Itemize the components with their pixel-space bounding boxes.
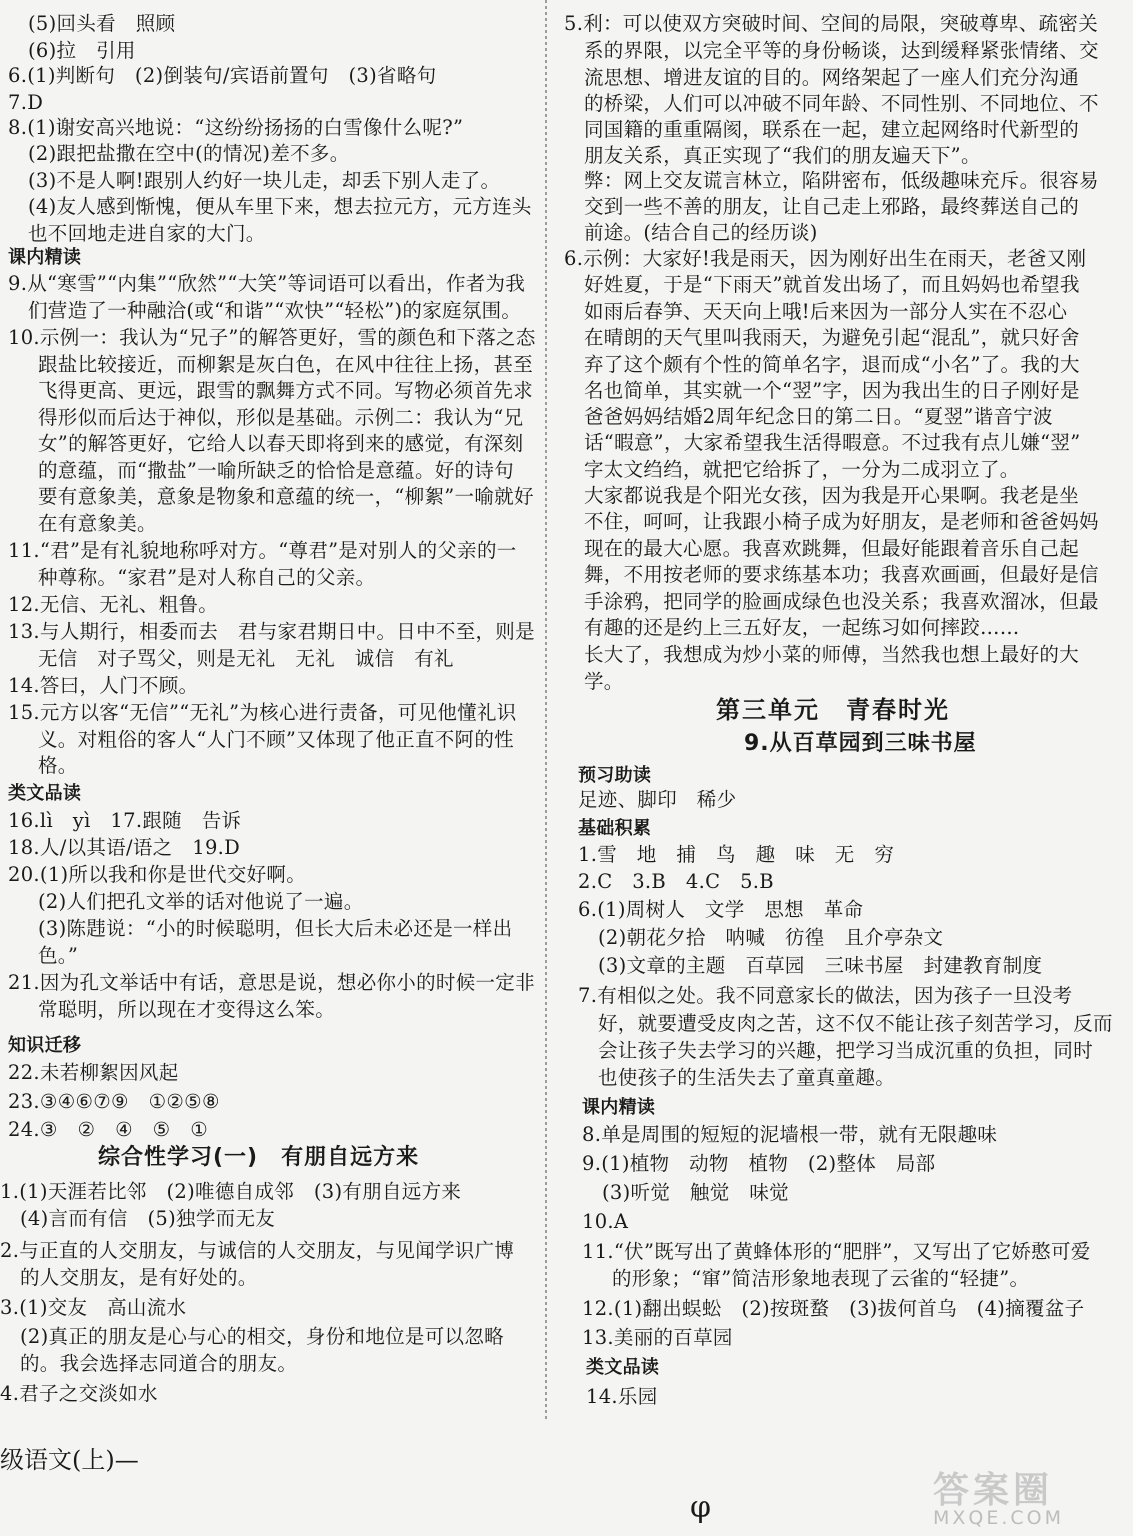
text-line: 同国籍的重重隔阂，联系在一起，建立起网络时代新型的	[584, 118, 1080, 141]
text-line: 8.(1)谢安高兴地说：“这纷纷扬扬的白雪像什么呢?”	[8, 116, 464, 139]
text-line: 8.单是周围的短短的泥墙根一带，就有无限趣味	[582, 1123, 998, 1146]
text-line: 的人交朋友，是有好处的。	[20, 1266, 258, 1289]
text-line: 的。我会选择志同道合的朋友。	[20, 1352, 298, 1375]
text-line: 2.C 3.B 4.C 5.B	[578, 870, 774, 893]
text-line: 字太文绉绉，就把它给拆了，一分为二成羽立了。	[584, 458, 1020, 481]
section-title: 综合性学习(一) 有朋自远方来	[98, 1145, 420, 1170]
text-line: 11.“君”是有礼貌地称呼对方。“尊君”是对别人的父亲的一	[8, 539, 517, 562]
text-line: 6.(1)判断句 (2)倒装句/宾语前置句 (3)省略句	[8, 64, 437, 87]
text-line: 名也简单，其实就一个“翌”字，因为我出生的日子刚好是	[584, 379, 1080, 402]
text-line: 12.无信、无礼、粗鲁。	[8, 593, 219, 616]
text-line: 24.③ ② ④ ⑤ ①	[8, 1118, 209, 1141]
text-line: (6)拉 引用	[28, 39, 136, 62]
text-line: 如雨后春笋、天天向上哦!后来因为一部分人实在不忍心	[584, 300, 1068, 323]
text-line: 学。	[584, 670, 624, 693]
text-line: 朋友关系，真正实现了“我们的朋友遍天下”。	[584, 144, 981, 167]
section-header: 知识迁移	[8, 1035, 82, 1056]
watermark-url: MXQE.COM	[933, 1507, 1065, 1529]
page-mark: φ	[690, 1490, 712, 1525]
text-line: 10.示例一：我认为“兄子”的解答更好，雪的颜色和下落之态	[8, 326, 536, 349]
text-line: 好，就要遭受皮肉之苦，这不仅不能让孩子刻苦学习，反而	[598, 1012, 1113, 1035]
text-line: 大家都说我是个阳光女孩，因为我是开心果啊。我老是坐	[584, 484, 1080, 507]
text-line: 13.与人期行，相委而去 君与家君期日中。日中不至，则是	[8, 620, 535, 643]
text-line: (3)陈韪说：“小的时候聪明，但长大后未必还是一样出	[38, 917, 513, 940]
text-line: 9.从“寒雪”“内集”“欣然”“大笑”等词语可以看出，作者为我	[8, 272, 526, 295]
section-header: 类文品读	[8, 783, 82, 804]
section-header: 类文品读	[586, 1357, 660, 1378]
text-line: 会让孩子失去学习的兴趣，把学习当成沉重的负担，同时	[598, 1039, 1094, 1062]
text-line: 7.有相似之处。我不同意家长的做法，因为孩子一旦没考	[578, 984, 1073, 1007]
text-line: (3)听觉 触觉 味觉	[602, 1181, 789, 1204]
text-line: 要有意象美，意象是物象和意蕴的统一，“柳絮”一喻就好	[38, 485, 534, 508]
text-line: 格。	[38, 754, 78, 777]
section-header: 基础积累	[578, 818, 652, 839]
text-line: 现在的最大心愿。我喜欢跳舞，但最好能跟着音乐自己起	[584, 537, 1080, 560]
watermark-logo	[933, 1462, 1123, 1532]
text-line: 跟盐比较接近，而柳絮是灰白色，在风中往往上扬，甚至	[38, 353, 534, 376]
text-line: 6.(1)周树人 文学 思想 革命	[578, 898, 864, 921]
text-line: 好姓夏，于是“下雨天”就首发出场了，而且妈妈也希望我	[584, 273, 1080, 296]
text-line: 的桥梁，人们可以冲破不同年龄、不同性别、不同地位、不	[584, 92, 1099, 115]
text-line: 15.元方以客“无信”“无礼”为核心进行责备，可见他懂礼识	[8, 701, 517, 724]
text-line: 的意蕴，而“撒盐”一喻所缺乏的恰恰是意蕴。好的诗句	[38, 459, 514, 482]
watermark-title: 答案圈	[933, 1470, 1054, 1511]
text-line: 话“暇意”，大家希望我生活得暇意。不过我有点儿嫌“翌”	[584, 431, 1081, 454]
text-line: 无信 对子骂父，则是无礼 无礼 诚信 有礼	[38, 647, 454, 670]
text-line: 系的界限，以完全平等的身份畅谈，达到缓释紧张情绪、交	[584, 39, 1099, 62]
text-line: 3.(1)交友 高山流水	[0, 1296, 187, 1319]
text-line: 16.lì yì 17.跟随 告诉	[8, 809, 242, 832]
text-line: (2)人们把孔文举的话对他说了一遍。	[38, 890, 364, 913]
text-line: (4)言而有信 (5)独学而无友	[20, 1207, 276, 1230]
text-line: 14.答曰，人门不顾。	[8, 674, 199, 697]
text-line: 得形似而后达于神似，形似是基础。示例二：我认为“兄	[38, 406, 524, 429]
text-line: 种尊称。“家君”是对人称自己的父亲。	[38, 566, 376, 589]
text-line: 弊：网上交友谎言林立，陷阱密布，低级趣味充斥。很容易	[584, 169, 1099, 192]
text-line: 的形象；“窜”简洁形象地表现了云雀的“轻捷”。	[612, 1267, 1030, 1290]
text-line: 2.与正直的人交朋友，与诚信的人交朋友，与见闻学识广博	[0, 1239, 515, 1262]
text-line: 交到一些不善的朋友，让自己走上邪路，最终葬送自己的	[584, 195, 1080, 218]
section-header: 预习助读	[578, 765, 652, 786]
section-header: 课内精读	[8, 247, 82, 268]
text-line: 弃了这个颇有个性的简单名字，退而成“小名”了。我的大	[584, 353, 1080, 376]
text-line: 在有意象美。	[38, 512, 157, 535]
text-line: 们营造了一种融洽(或“和谐”“欢快”“轻松”)的家庭氛围。	[28, 299, 522, 322]
text-line: 14.乐园	[586, 1385, 658, 1408]
text-line: 不住，呵呵，让我跟小椅子成为好朋友，是老师和爸爸妈妈	[584, 510, 1099, 533]
text-line: 21.因为孔文举话中有话，意思是说，想必你小的时候一定非	[8, 971, 535, 994]
text-line: 4.君子之交淡如水	[0, 1382, 158, 1405]
column-divider	[545, 0, 547, 1420]
text-line: 手涂鸦，把同学的脸画成绿色也没关系；我喜欢溜冰，但最	[584, 590, 1099, 613]
section-title: 9.从百草园到三味书屋	[744, 731, 977, 756]
section-header: 课内精读	[582, 1097, 656, 1118]
text-line: 1.(1)天涯若比邻 (2)唯德自成邻 (3)有朋自远方来	[0, 1180, 462, 1203]
text-line: 18.人/以其语/语之 19.D	[8, 836, 241, 859]
section-title: 第三单元 青春时光	[716, 696, 950, 724]
page-footer: 级语文(上)—	[0, 1446, 139, 1474]
text-line: 7.D	[8, 91, 44, 114]
text-line: 20.(1)所以我和你是世代交好啊。	[8, 863, 307, 886]
text-line: 1.雪 地 捕 鸟 趣 味 无 穷	[578, 843, 895, 866]
text-line: 也使孩子的生活失去了童真童趣。	[598, 1066, 896, 1089]
text-line: 义。对粗俗的客人“人门不顾”又体现了他正直不阿的性	[38, 728, 514, 751]
text-line: 11.“伏”既写出了黄蜂体形的“肥胖”，又写出了它娇憨可爱	[582, 1240, 1091, 1263]
text-line: 女”的解答更好，它给人以春天即将到来的感觉，有深刻	[38, 432, 524, 455]
text-line: 飞得更高、更远，跟雪的飘舞方式不同。写物必须首先求	[38, 379, 534, 402]
text-line: (2)跟把盐撒在空中(的情况)差不多。	[28, 142, 350, 165]
text-line: 也不回地走进自家的大门。	[28, 222, 266, 245]
text-line: 常聪明，所以现在才变得这么笨。	[38, 998, 336, 1021]
text-line: (2)朝花夕拾 呐喊 彷徨 且介亭杂文	[598, 926, 944, 949]
text-line: (5)回头看 照顾	[28, 12, 176, 35]
text-line: 9.(1)植物 动物 植物 (2)整体 局部	[582, 1152, 936, 1175]
text-line: 流思想、增进友谊的目的。网络架起了一座人们充分沟通	[584, 66, 1080, 89]
text-line: 10.A	[582, 1210, 629, 1233]
text-line: 13.美丽的百草园	[582, 1326, 733, 1349]
text-line: (3)文章的主题 百草园 三味书屋 封建教育制度	[598, 954, 1043, 977]
text-line: (3)不是人啊!跟别人约好一块儿走，却丢下别人走了。	[28, 169, 501, 192]
text-line: 23.③④⑥⑦⑨ ①②⑤⑧	[8, 1090, 220, 1113]
text-line: 在晴朗的天气里叫我雨天，为避免引起“混乱”，就只好舍	[584, 326, 1080, 349]
text-line: 6.示例：大家好!我是雨天，因为刚好出生在雨天，老爸又刚	[564, 247, 1087, 270]
text-line: 色。”	[38, 944, 79, 967]
text-line: 前途。(结合自己的经历谈)	[584, 221, 818, 244]
text-line: 舞，不用按老师的要求练基本功；我喜欢画画，但最好是信	[584, 563, 1099, 586]
text-line: (2)真正的朋友是心与心的相交，身份和地位是可以忽略	[20, 1325, 504, 1348]
text-line: 爸爸妈妈结婚2周年纪念日的第二日。“夏翌”谐音宁波	[584, 405, 1053, 428]
text-line: 长大了，我想成为炒小菜的师傅，当然我也想上最好的大	[584, 643, 1080, 666]
text-line: 22.未若柳絮因风起	[8, 1061, 179, 1084]
text-line: 12.(1)翻出蜈蚣 (2)按斑蝥 (3)拔何首乌 (4)摘覆盆子	[582, 1297, 1085, 1320]
text-line: (4)友人感到惭愧，便从车里下来，想去拉元方，元方连头	[28, 195, 532, 218]
text-line: 足迹、脚印 稀少	[578, 788, 737, 811]
text-line: 有趣的还是约上三五好友，一起练习如何摔跤……	[584, 616, 1020, 639]
text-line: 5.利：可以使双方突破时间、空间的局限，突破尊卑、疏密关	[564, 12, 1099, 35]
